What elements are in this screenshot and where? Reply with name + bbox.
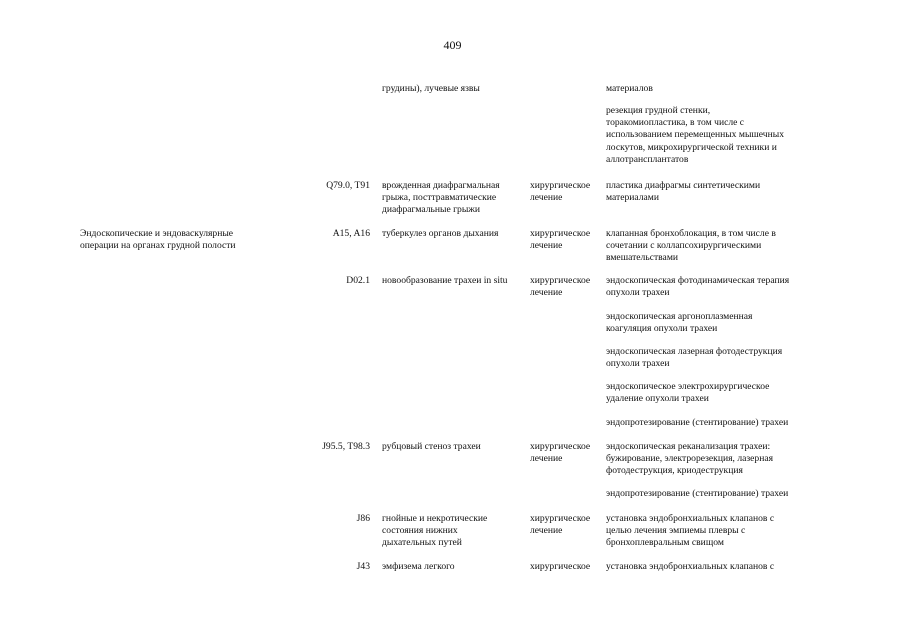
diagnosis-cell: гнойные и некротические состояния нижних дыхательных путей — [382, 513, 488, 549]
treatment-type-cell: хирургическое лечение — [530, 275, 591, 299]
procedure-cell: эндопротезирование (стентирование) трахеи — [606, 417, 789, 428]
procedure-cell: эндопротезирование (стентирование) трахеи — [606, 488, 789, 499]
diagnosis-cell: рубцовый стеноз трахеи — [382, 441, 481, 452]
procedure-cell: пластика диафрагмы синтетическими материалами — [606, 180, 761, 204]
icd-code-cell: Q79.0, T91 — [326, 180, 370, 191]
icd-code-cell: J43 — [356, 561, 370, 572]
treatment-type-cell: хирургическое лечение — [530, 441, 591, 465]
treatment-type-cell: хирургическое лечение — [530, 513, 591, 537]
procedure-cell: установка эндобронхиальных клапанов с целью лечения эмпиемы плевры с бронхоплевральным свищом — [606, 513, 775, 549]
procedure-cell: эндоскопическое электрохирургическое удаление опухоли трахеи — [606, 381, 770, 405]
diagnosis-cell: врожденная диафрагмальная грыжа, посттравматические диафрагмальные грыжи — [382, 180, 500, 216]
diagnosis-cell: грудины), лучевые язвы — [382, 83, 480, 94]
diagnosis-cell: эмфизема легкого — [382, 561, 455, 572]
diagnosis-cell: новообразование трахеи in situ — [382, 275, 508, 286]
procedure-cell: эндоскопическая реканализация трахеи: бужирование, электрорезекция, лазерная фотодеструкция, криодеструкция — [606, 441, 774, 477]
icd-code-cell: D02.1 — [346, 275, 370, 286]
procedure-cell: материалов — [606, 83, 653, 94]
procedure-group-name: Эндоскопические и эндоваскулярные операции на органах грудной полости — [80, 228, 236, 252]
treatment-type-cell: хирургическое лечение — [530, 228, 591, 252]
procedure-cell: установка эндобронхиальных клапанов с — [606, 561, 775, 572]
icd-code-cell: J95.5, T98.3 — [322, 441, 370, 452]
icd-code-cell: A15, A16 — [332, 228, 370, 239]
treatment-type-cell: хирургическое — [530, 561, 591, 572]
procedure-cell: резекция грудной стенки, торакомиопластика, в том числе с использованием перемещенных мышечных лоскутов, микрохирургической техники и аллотрансплантатов — [606, 105, 785, 165]
procedure-cell: эндоскопическая фотодинамическая терапия опухоли трахеи — [606, 275, 790, 299]
procedure-cell: клапанная бронхоблокация, в том числе в сочетании с коллапсохирургическими вмешательствами — [606, 228, 776, 264]
treatment-type-cell: хирургическое лечение — [530, 180, 591, 204]
icd-code-cell: J86 — [356, 513, 370, 524]
diagnosis-cell: туберкулез органов дыхания — [382, 228, 499, 239]
page-number: 409 — [443, 38, 462, 52]
procedure-cell: эндоскопическая аргоноплазменная коагуляция опухоли трахеи — [606, 311, 753, 335]
procedure-cell: эндоскопическая лазерная фотодеструкция опухоли трахеи — [606, 346, 783, 370]
